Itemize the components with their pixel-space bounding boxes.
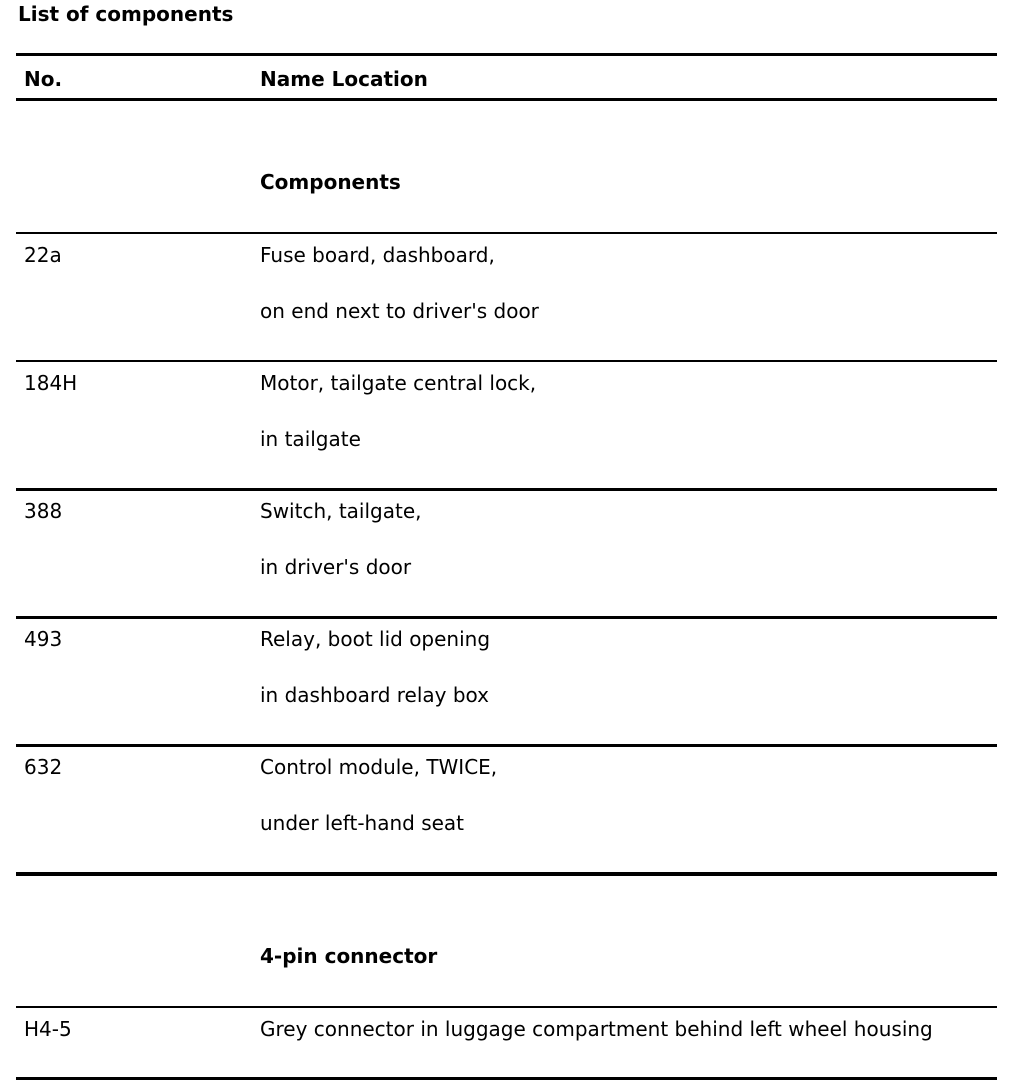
component-location: in dashboard relay box: [260, 683, 489, 707]
column-header-no: No.: [24, 67, 63, 91]
component-number: 493: [24, 627, 63, 651]
row-divider: [16, 488, 997, 491]
component-location: in driver's door: [260, 555, 412, 579]
row-divider: [16, 360, 997, 362]
connector-description: Grey connector in luggage compartment behind left wheel housing: [260, 1017, 933, 1041]
component-name: Relay, boot lid opening: [260, 627, 491, 651]
component-name: Switch, tailgate,: [260, 499, 422, 523]
component-number: 184H: [24, 371, 78, 395]
component-location: in tailgate: [260, 427, 361, 451]
component-location: under left-hand seat: [260, 811, 465, 835]
component-name: Control module, TWICE,: [260, 755, 498, 779]
row-divider: [16, 232, 997, 234]
document-title: List of components: [18, 2, 234, 26]
table-bottom-rule: [16, 1077, 997, 1080]
component-number: 632: [24, 755, 63, 779]
column-header-name-location: Name Location: [260, 67, 428, 91]
section-end-rule: [16, 872, 997, 876]
component-location: on end next to driver's door: [260, 299, 539, 323]
section-heading-4-pin-connector: 4-pin connector: [260, 944, 438, 968]
row-divider: [16, 744, 997, 747]
connector-number: H4-5: [24, 1017, 72, 1041]
table-top-rule: [16, 53, 997, 56]
component-number: 388: [24, 499, 63, 523]
row-divider: [16, 1006, 997, 1008]
component-name: Motor, tailgate central lock,: [260, 371, 537, 395]
section-heading-components: Components: [260, 170, 401, 194]
header-bottom-rule: [16, 98, 997, 101]
component-number: 22a: [24, 243, 62, 267]
row-divider: [16, 616, 997, 619]
component-name: Fuse board, dashboard,: [260, 243, 495, 267]
